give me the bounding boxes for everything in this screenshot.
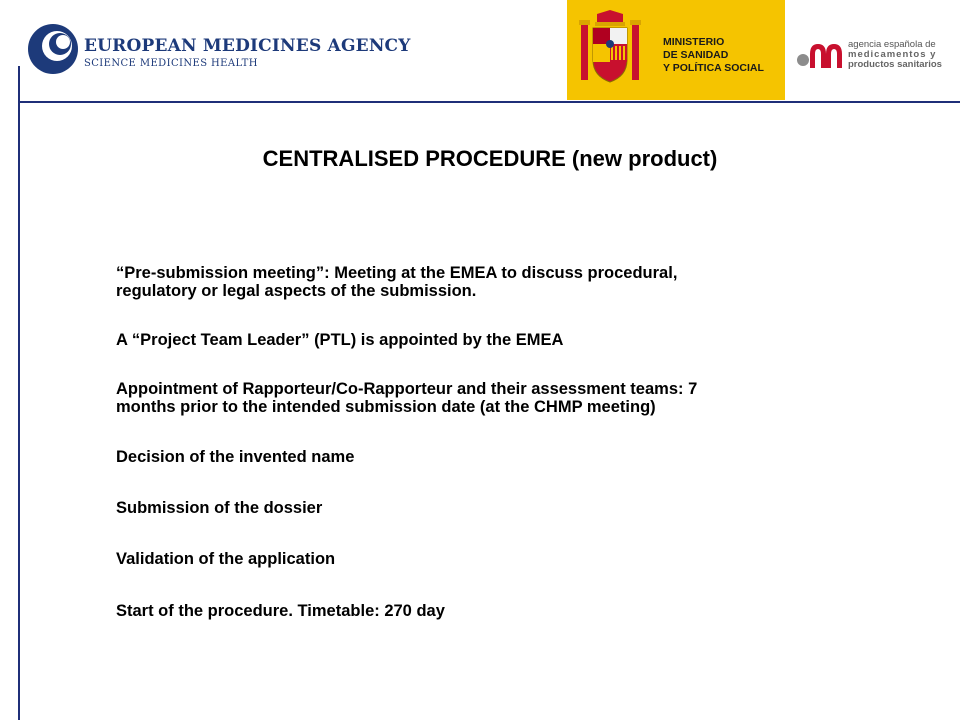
am-logo-icon <box>796 38 844 70</box>
header-divider <box>20 101 960 103</box>
agency-line-1: agencia española de <box>848 39 936 50</box>
ministry-name <box>663 36 764 75</box>
list-item: Validation of the application <box>116 550 336 568</box>
coat-of-arms-icon <box>579 10 641 90</box>
list-item: “Pre-submission meeting”: Meeting at the EMEA to discuss procedural, regulatory or legal aspects of the submission. <box>116 264 678 300</box>
agency-logo <box>788 0 960 100</box>
agency-name <box>848 40 942 70</box>
ministry-line-2: DE SANIDAD <box>663 49 729 61</box>
agency-line-3: productos sanitarios <box>848 59 942 70</box>
agency-line-2: medicamentos y <box>848 49 937 60</box>
list-item: Start of the procedure. Timetable: 270 day <box>116 602 445 620</box>
ministry-logo <box>567 0 785 100</box>
list-item: Submission of the dossier <box>116 499 323 517</box>
procedure-steps <box>116 264 916 620</box>
ministry-line-3: Y POLÍTICA SOCIAL <box>663 62 764 74</box>
ema-name: EUROPEAN MEDICINES AGENCY <box>84 36 411 56</box>
header-banner <box>0 0 960 102</box>
ema-tagline: SCIENCE MEDICINES HEALTH <box>84 58 258 69</box>
list-item: Appointment of Rapporteur/Co-Rapporteur and their assessment teams: 7 months prior to the intended submission date (at the CHMP meeting) <box>116 380 698 416</box>
list-item: A “Project Team Leader” (PTL) is appointed by the EMEA <box>116 331 564 349</box>
ema-logo <box>26 22 411 78</box>
list-item: Decision of the invented name <box>116 448 355 466</box>
slide-title: CENTRALISED PROCEDURE (new product) <box>262 146 718 171</box>
ministry-line-1: MINISTERIO <box>663 36 725 48</box>
ema-emblem-icon <box>26 22 80 76</box>
